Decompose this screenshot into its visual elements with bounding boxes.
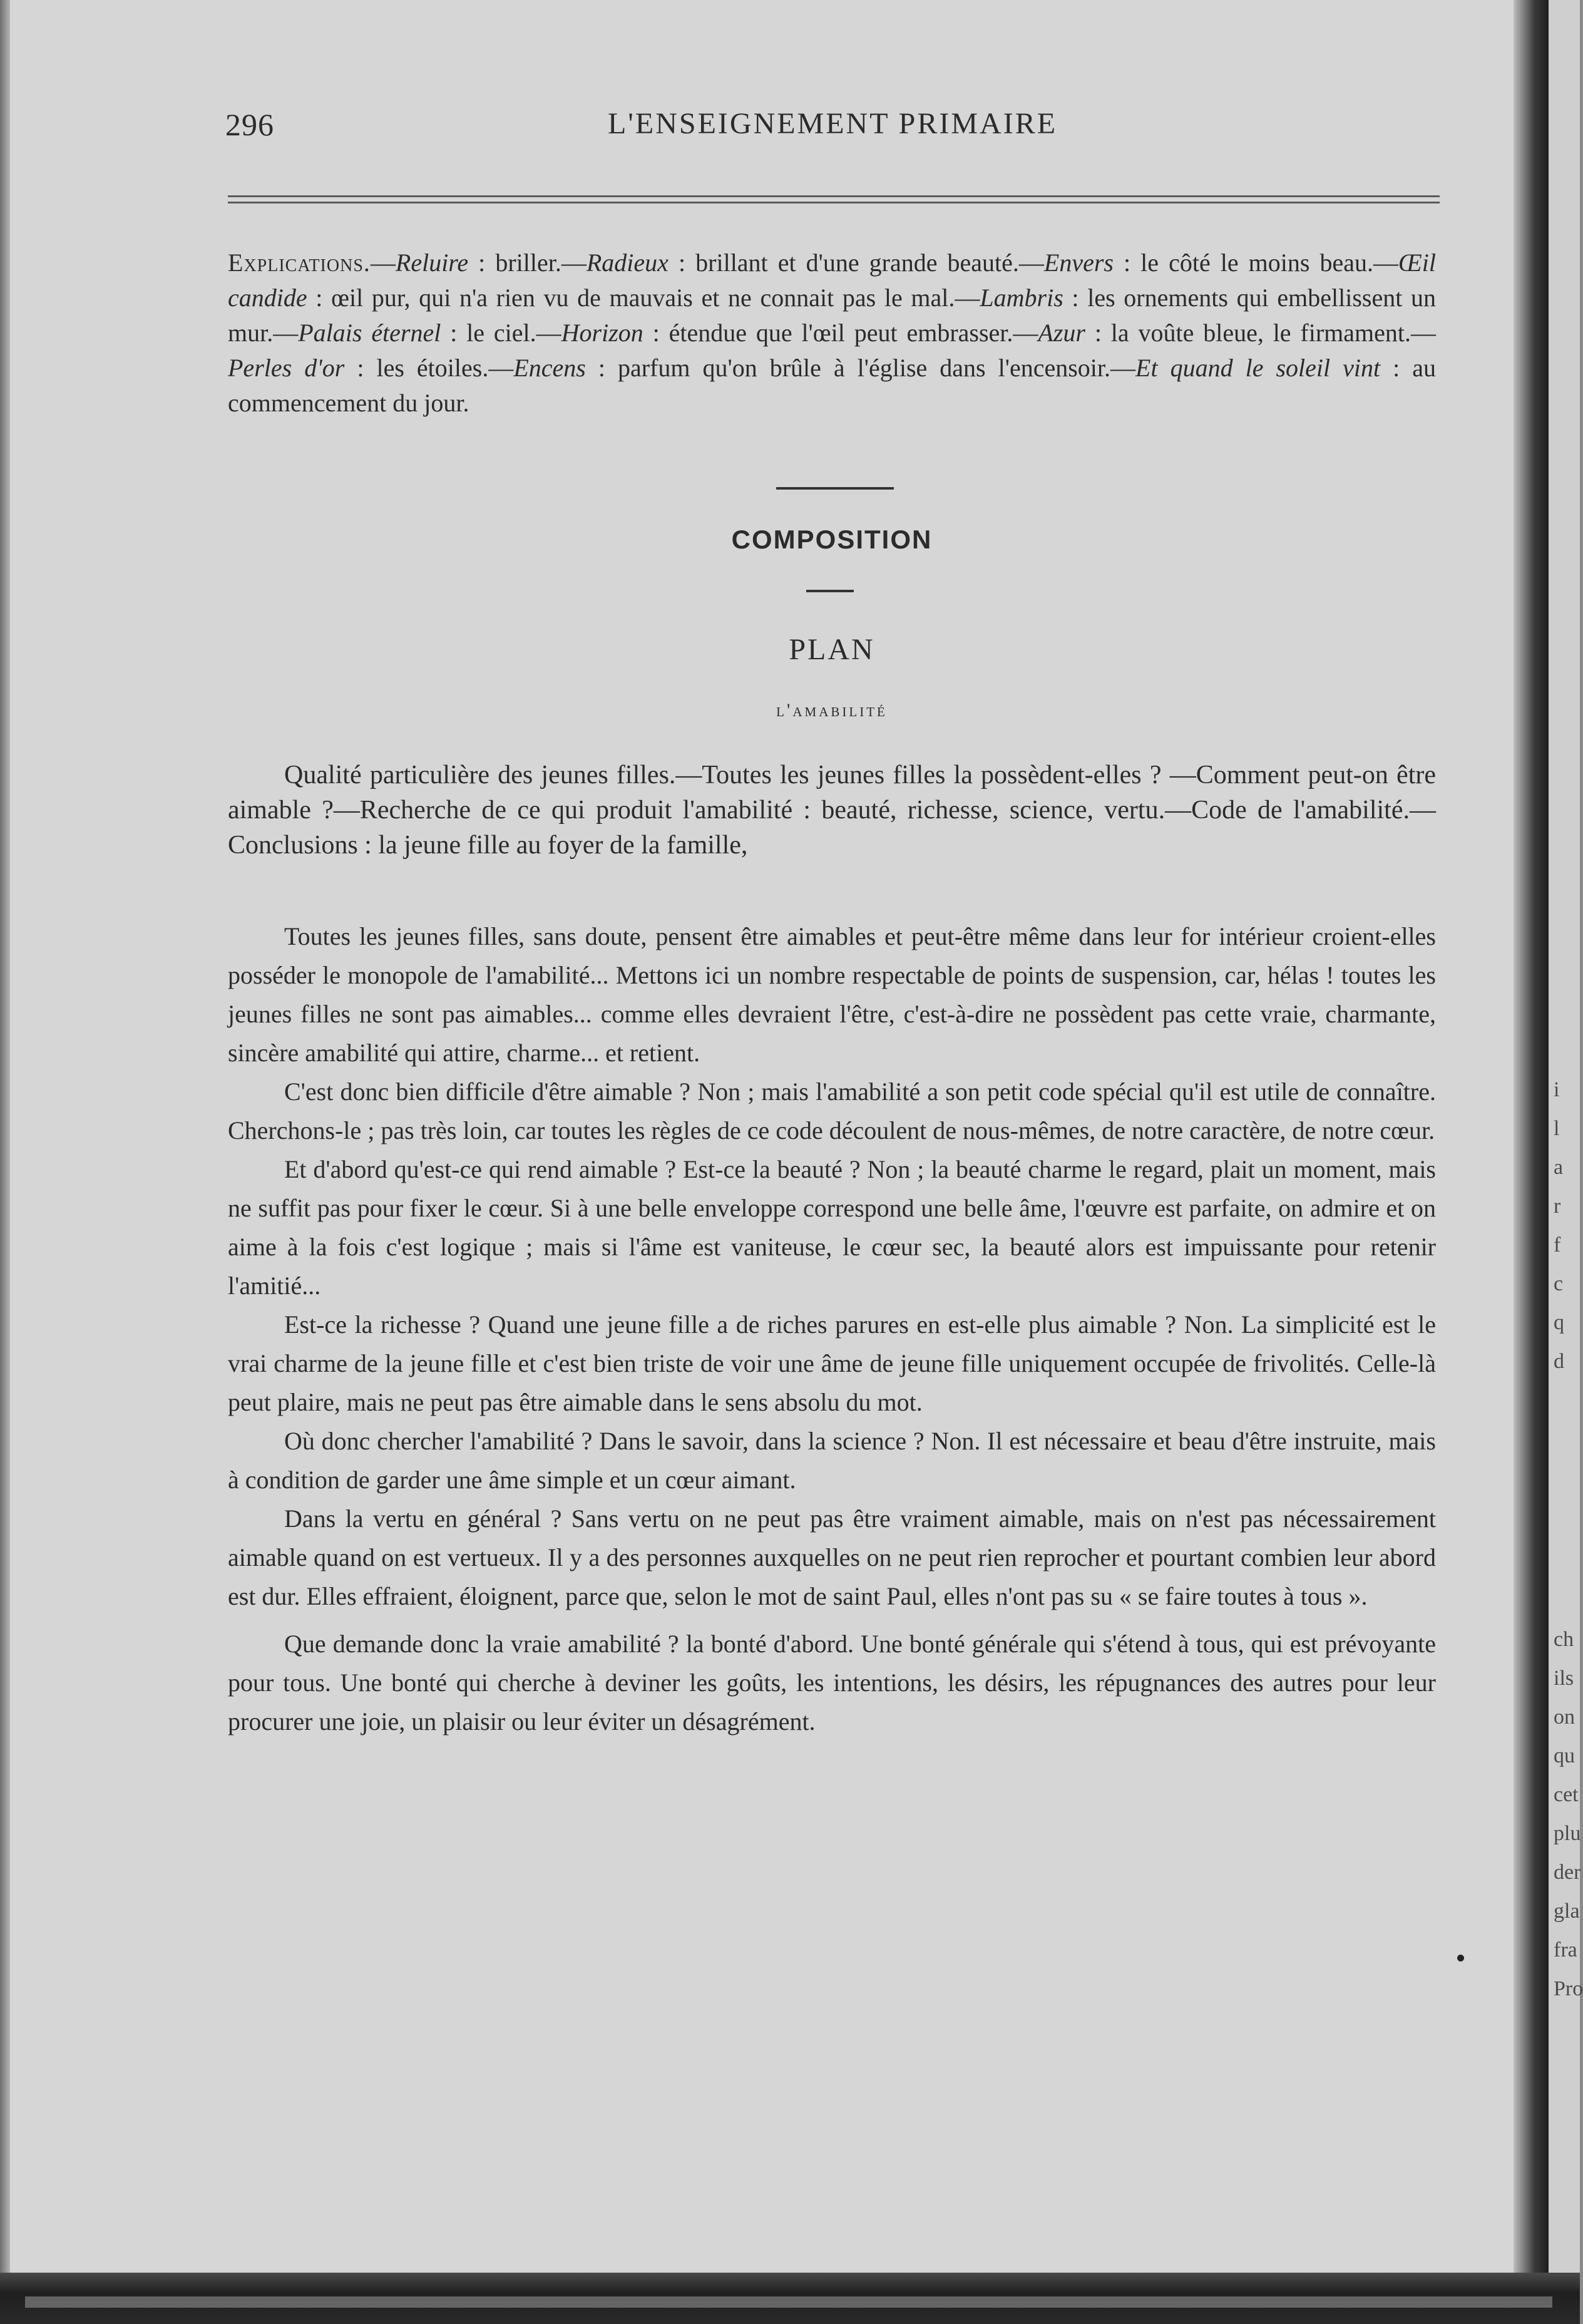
next-page-fragment: c	[1554, 1272, 1564, 1295]
next-page-fragment: d	[1554, 1350, 1564, 1373]
next-page-fragment: f	[1554, 1233, 1561, 1257]
body-paragraph: Est-ce la richesse ? Quand une jeune fille a de riches parures en est-elle plus aimable ? Non. La simplicité est le vrai charme de la jeune fille et c'est bien triste de voir une âme de jeune fille uniquement occupée de frivolités. Celle-là peut plaire, mais ne peut pas être aimable dans le sens absolu du mot.	[228, 1310, 1436, 1416]
plan-paragraph: Qualité particulière des jeunes filles.—Toutes les jeunes filles la possèdent-elles ? —Comment peut-on être aimable ?—Recherche de ce qui produit l'amabilité : beauté, richesse, science, vertu.—Code de l'amabilité.—Conclusions : la jeune fille au foyer de la famille,	[228, 761, 1436, 860]
definition: : étendue que l'œil peut embrasser.	[643, 319, 1013, 347]
next-page-fragment: on	[1554, 1705, 1575, 1729]
next-page-fragment: Pro	[1554, 1977, 1583, 2000]
definition: : le ciel.	[441, 319, 536, 347]
definition: : parfum qu'on brûle à l'église dans l'encensoir.	[585, 354, 1111, 382]
next-page-fragment: ch	[1554, 1628, 1574, 1651]
next-page-fragment: ils	[1554, 1667, 1574, 1690]
book-gutter	[1514, 0, 1549, 2273]
next-page-fragment: r	[1554, 1195, 1561, 1218]
dash: —	[370, 249, 396, 277]
term: Œil candide	[228, 249, 1436, 312]
composition-heading: COMPOSITION	[731, 525, 933, 554]
next-page-edge	[1549, 0, 1583, 2273]
dash: —	[1411, 319, 1437, 347]
page-bottom-highlight	[25, 2296, 1552, 2308]
heading-divider	[806, 590, 854, 592]
definition: : œil pur, qui n'a rien vu de mauvais et ne connait pas le mal.	[307, 284, 955, 312]
body-paragraph: Dans la vertu en général ? Sans vertu on ne peut pas être vraiment aimable, mais on n'est pas nécessairement aimable quand on est vertueux. Il y a des personnes auxquelles on ne peut rien reprocher et pourtant combien leur abord est dur. Elles effraient, éloignent, parce que, selon le mot de saint Paul, elles n'ont pas su « se faire toutes à tous ».	[228, 1504, 1436, 1610]
next-page-fragment: l	[1554, 1117, 1560, 1140]
dash: —	[1110, 354, 1136, 382]
dash: —	[1373, 249, 1399, 277]
dash: —	[1013, 319, 1038, 347]
term: Reluire	[395, 249, 469, 277]
next-page-fragment: i	[1554, 1078, 1560, 1101]
term: Horizon	[561, 319, 643, 347]
dash: —	[488, 354, 514, 382]
next-page-fragment: a	[1554, 1156, 1564, 1179]
explications-label: Explications.	[228, 249, 371, 277]
definition: : briller.	[468, 249, 561, 277]
dash: —	[273, 319, 299, 347]
term: Lambris	[980, 284, 1063, 312]
dash: —	[561, 249, 587, 277]
page-left-edge	[0, 0, 10, 2324]
page-number: 296	[225, 107, 274, 142]
plan-heading: PLAN	[789, 633, 875, 666]
section-divider	[776, 487, 894, 490]
running-title: L'ENSEIGNEMENT PRIMAIRE	[607, 107, 1058, 140]
body-paragraph: Que demande donc la vraie amabilité ? la bonté d'abord. Une bonté générale qui s'étend à tous, qui est prévoyante pour tous. Une bonté qui cherche à deviner les goûts, les intentions, les désirs, les répugnances des autres pour leur procurer une joie, un plaisir ou leur éviter un désagrément.	[228, 1630, 1436, 1735]
header-rule-top	[228, 195, 1440, 197]
term: Et quand le soleil vint	[1135, 354, 1381, 382]
explications-paragraph	[228, 245, 1436, 421]
dash: —	[955, 284, 980, 312]
body-paragraph: Et d'abord qu'est-ce qui rend aimable ? Est-ce la beauté ? Non ; la beauté charme le regard, plait un moment, mais ne suffit pas pour fixer le cœur. Si à une belle enveloppe correspond une belle âme, l'œuvre est parfaite, on admire et on aime à la fois c'est logique ; mais si l'âme est vaniteuse, le cœur sec, la beauté alors est impuissante pour retenir l'amitié...	[228, 1155, 1436, 1300]
term: Perles d'or	[228, 354, 345, 382]
body-paragraph: C'est donc bien difficile d'être aimable ? Non ; mais l'amabilité a son petit code spécial qu'il est utile de connaître. Cherchons-le ; pas très loin, car toutes les règles de ce code découlent de nous-mêmes, de notre caractère, de notre cœur.	[228, 1077, 1436, 1144]
next-page-fragment: der	[1554, 1861, 1581, 1884]
definition: : la voûte bleue, le firmament.	[1085, 319, 1411, 347]
header-rule-bottom	[228, 202, 1440, 203]
definition: : au commencement du jour.	[228, 354, 1436, 417]
term: Envers	[1043, 249, 1114, 277]
page-header	[225, 106, 1440, 150]
body-paragraph: Où donc chercher l'amabilité ? Dans le savoir, dans la science ? Non. Il est nécessaire et beau d'être instruite, mais à condition de garder une âme simple et un cœur aimant.	[228, 1427, 1436, 1494]
next-page-fragment: q	[1554, 1311, 1564, 1334]
next-page-fragment: cet	[1554, 1783, 1579, 1806]
definition: : brillant et d'une grande beauté.	[668, 249, 1019, 277]
definition: : les ornements qui embellissent un mur.	[228, 284, 1436, 347]
dash: —	[1018, 249, 1044, 277]
composition-body	[228, 917, 1436, 1741]
definition: : le côté le moins beau.	[1113, 249, 1374, 277]
term: Radieux	[586, 249, 669, 277]
next-page-fragment: plu	[1554, 1822, 1581, 1845]
ink-speck	[1457, 1955, 1464, 1962]
subject-heading: l'amabilité	[776, 700, 888, 721]
next-page-fragment: fra	[1554, 1938, 1577, 1962]
term: Azur	[1038, 319, 1085, 347]
next-page-fragment: qu	[1554, 1744, 1575, 1767]
body-paragraph: Toutes les jeunes filles, sans doute, pensent être aimables et peut-être même dans leur for intérieur croient-elles posséder le monopole de l'amabilité... Mettons ici un nombre respectable de points de suspension, car, hélas ! toutes les jeunes filles ne sont pas aimables... comme elles devraient l'être, c'est-à-dire ne possèdent pas cette vraie, charmante, sincère amabilité qui attire, charme... et retient.	[228, 922, 1436, 1067]
next-page-fragment: gla	[1554, 1900, 1580, 1923]
term: Palais éternel	[298, 319, 441, 347]
dash: —	[536, 319, 561, 347]
definition: : les étoiles.	[344, 354, 489, 382]
term: Encens	[513, 354, 586, 382]
